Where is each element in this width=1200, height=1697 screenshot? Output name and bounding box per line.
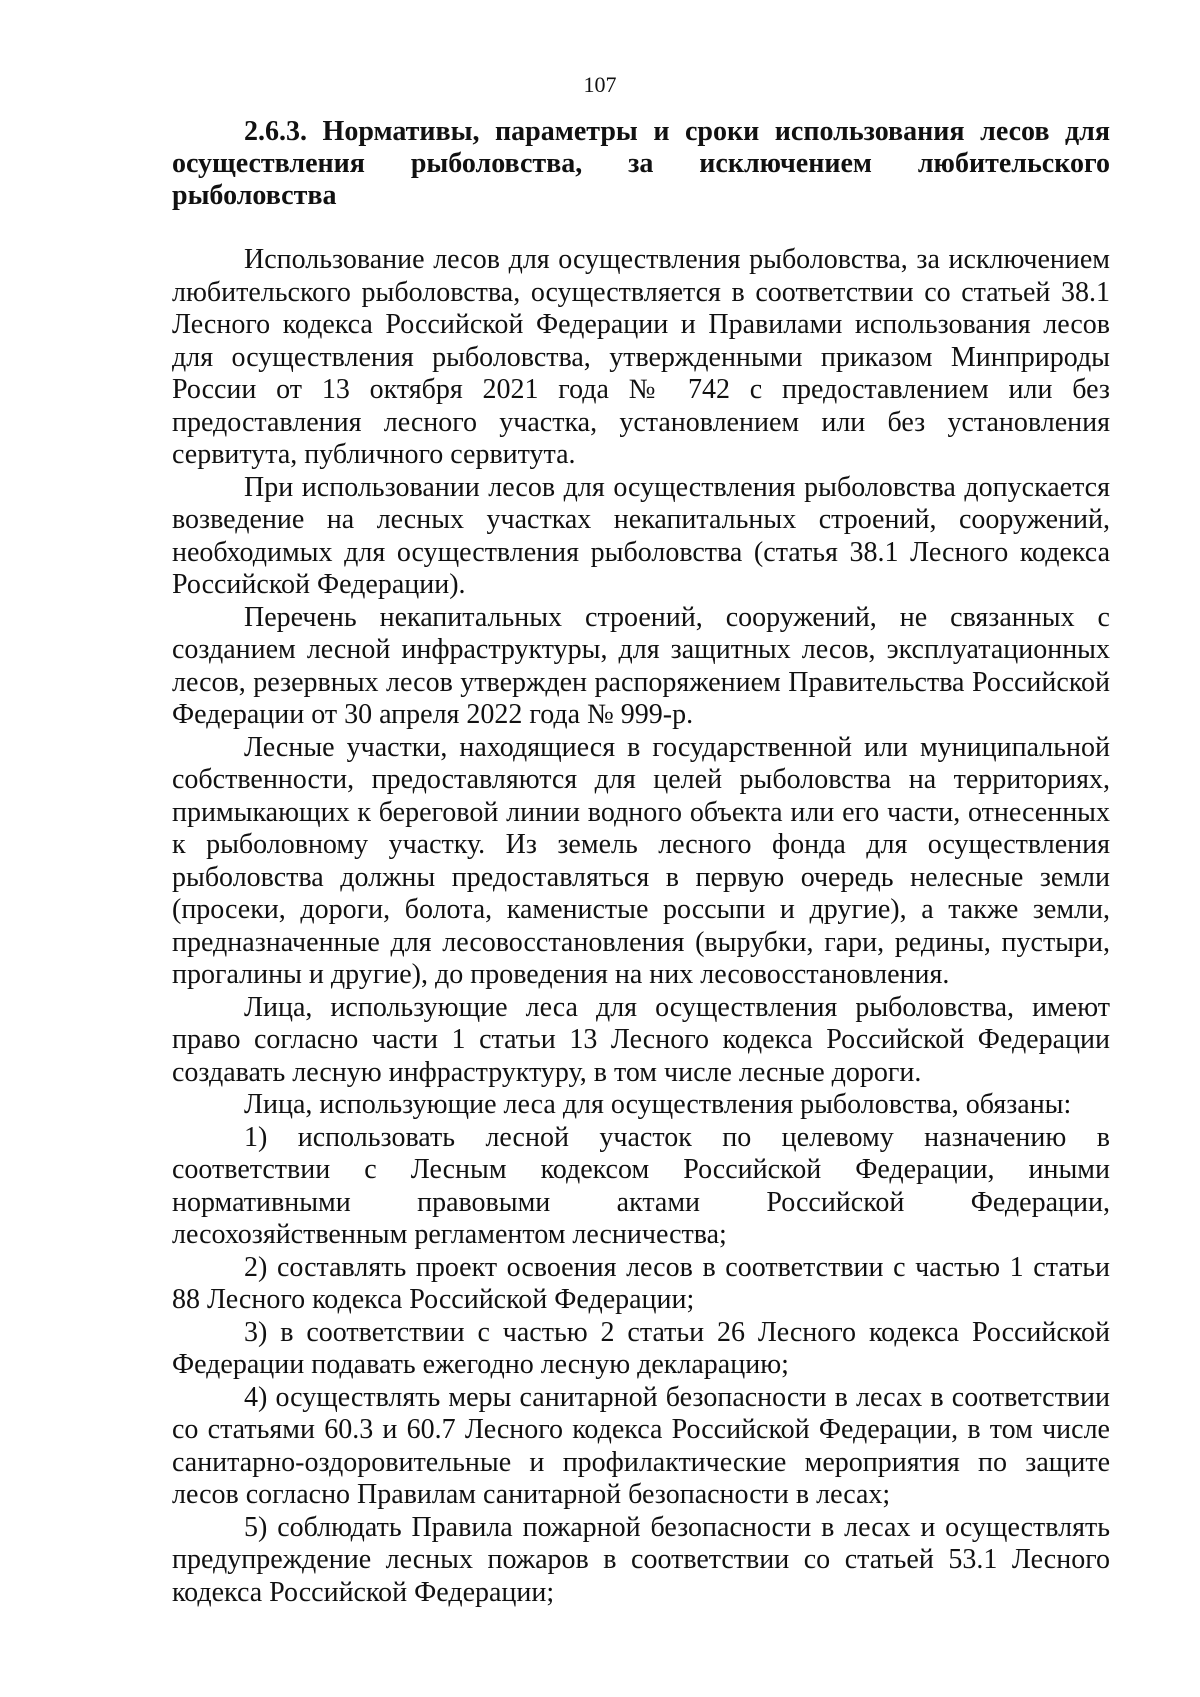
list-item-4: 4) осуществлять меры санитарной безопасности в лесах в соответствии со статьями 60.3 и 60.7 Лесного кодекса Российской Федерации, в том числе санитарно-оздоровительные и профилактические мероприятия по защите лесов согласно Правилам санитарной безопасности в лесах;: [172, 1381, 1110, 1510]
section-heading: 2.6.3. Нормативы, параметры и сроки использования лесов для осуществления рыболовства, за исключением любительского рыболовства: [172, 116, 1110, 211]
paragraph-structures-list: Перечень некапитальных строений, сооружений, не связанных с созданием лесной инфраструктуры, для защитных лесов, эксплуатационных лесов, резервных лесов утвержден распоряжением Правительства Российской Федерации от 30 апреля 2022 года № 999-р.: [172, 601, 1110, 730]
list-item-3: 3) в соответствии с частью 2 статьи 26 Лесного кодекса Российской Федерации подавать ежегодно лесную декларацию;: [172, 1316, 1110, 1380]
page-number: 107: [583, 72, 617, 97]
list-item-5: 5) соблюдать Правила пожарной безопасности в лесах и осуществлять предупреждение лесных пожаров в соответствии со статьей 53.1 Лесного кодекса Российской Федерации;: [172, 1511, 1110, 1608]
document-body: [172, 116, 1110, 1609]
list-item-2: 2) составлять проект освоения лесов в соответствии с частью 1 статьи 88 Лесного кодекса Российской Федерации;: [172, 1251, 1110, 1315]
list-item-1: 1) использовать лесной участок по целевому назначению в соответствии с Лесным кодексом Российской Федерации, иными нормативными правовыми актами Российской Федерации, лесохозяйственным регламентом лесничества;: [172, 1121, 1110, 1250]
paragraph-obligations-intro: Лица, использующие леса для осуществления рыболовства, обязаны:: [244, 1089, 1072, 1120]
paragraph-usage-basis: Использование лесов для осуществления рыболовства, за исключением любительского рыболовства, осуществляется в соответствии со статьей 38.1 Лесного кодекса Российской Федерации и Правилами использования лесов для осуществления рыболовства, утвержденными приказом Минприроды России от 13 октября 2021 года № 742 с предоставлением или без предоставления лесного участка, установлением или без установления сервитута, публичного сервитута.: [172, 244, 1110, 470]
paragraph-infrastructure-right: Лица, использующие леса для осуществления рыболовства, имеют право согласно части 1 статьи 13 Лесного кодекса Российской Федерации создавать лесную инфраструктуру, в том числе лесные дороги.: [172, 991, 1110, 1088]
paragraph-temporary-structures: При использовании лесов для осуществления рыболовства допускается возведение на лесных участках некапитальных строений, сооружений, необходимых для осуществления рыболовства (статья 38.1 Лесного кодекса Российской Федерации).: [172, 471, 1110, 600]
paragraph-land-plots: Лесные участки, находящиеся в государственной или муниципальной собственности, предоставляются для целей рыболовства на территориях, примыкающих к береговой линии водного объекта или его части, отнесенных к рыболовному участку. Из земель лесного фонда для осуществления рыболовства должны предоставляться в первую очередь нелесные земли (просеки, дороги, болота, каменистые россыпи и другие), а также земли, предназначенные для лесовосстановления (вырубки, гари, редины, пустыри, прогалины и другие), до проведения на них лесовосстановления.: [172, 731, 1110, 990]
